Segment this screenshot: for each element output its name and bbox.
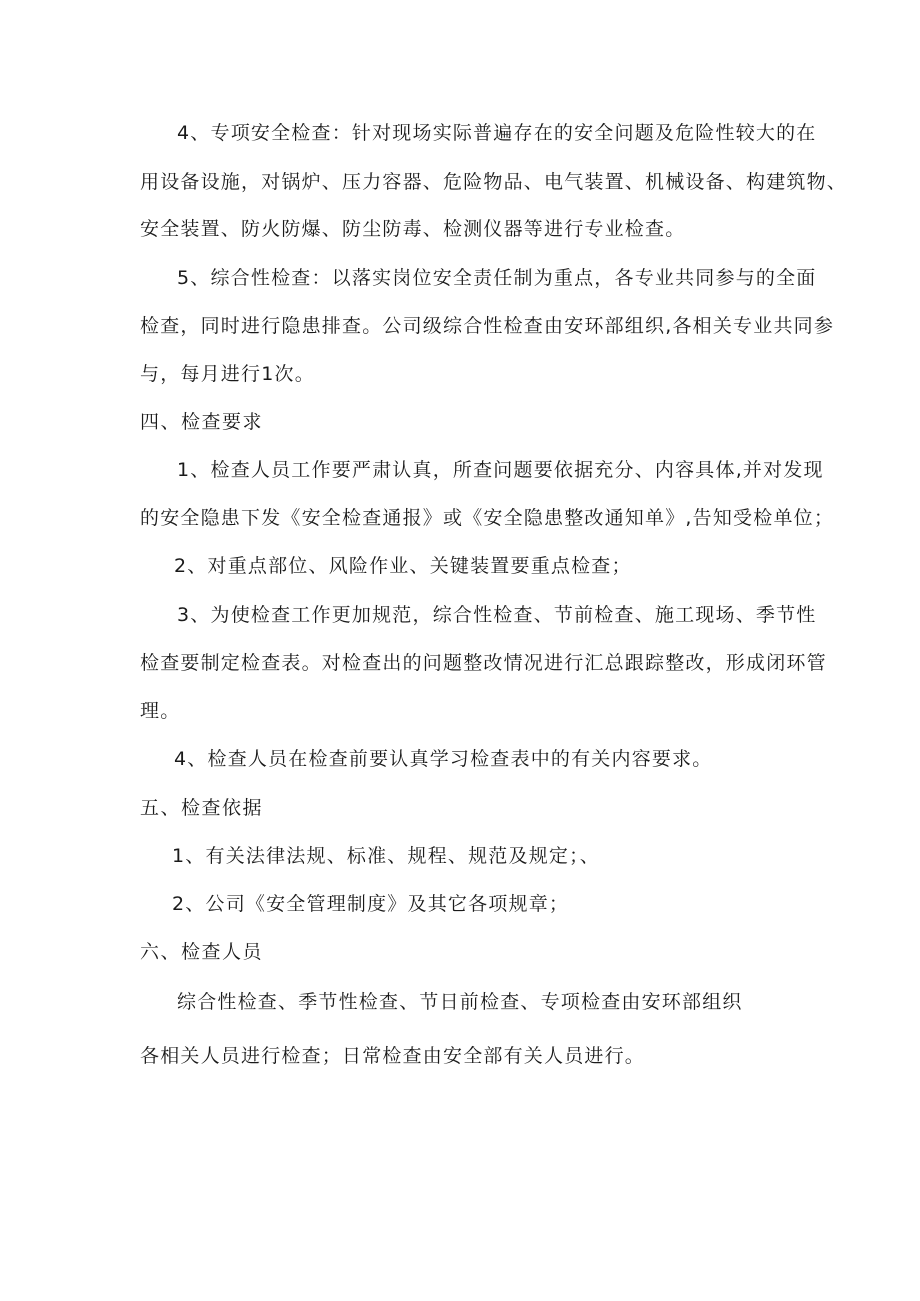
item-4-special-inspection-line-3: 安全装置、防火防爆、防尘防毒、检测仪器等进行专业检查。 (140, 218, 686, 240)
item-4-special-inspection-line-2: 用设备设施，对锅炉、压力容器、危险物品、电气装置、机械设备、构建筑物、 (140, 171, 848, 193)
section-4-heading: 四、检查要求 (140, 411, 264, 433)
requirement-3-line-2: 检查要制定检查表。对检查出的问题整改情况进行汇总跟踪整改，形成闭环管 (140, 652, 827, 674)
basis-1: 1、有关法律法规、标准、规程、规范及规定；、 (172, 845, 600, 867)
basis-2: 2、公司《安全管理制度》及其它各项规章； (172, 893, 570, 915)
requirement-1-line-2: 的安全隐患下发《安全检查通报》或《安全隐患整改通知单》,告知受检单位； (140, 507, 835, 529)
requirement-3-line-3: 理。 (140, 700, 181, 722)
item-4-special-inspection-line-1: 4、专项安全检查：针对现场实际普遍存在的安全问题及危险性较大的在 (177, 122, 817, 144)
requirement-2: 2、对重点部位、风险作业、关键装置要重点检查； (174, 555, 632, 577)
personnel-line-1: 综合性检查、季节性检查、节日前检查、专项检查由安环部组织 (177, 991, 743, 1013)
requirement-3-line-1: 3、为使检查工作更加规范，综合性检查、节前检查、施工现场、季节性 (177, 604, 817, 626)
item-5-comprehensive-inspection-line-1: 5、综合性检查：以落实岗位安全责任制为重点，各专业共同参与的全面 (177, 267, 817, 289)
personnel-line-2: 各相关人员进行检查；日常检查由安全部有关人员进行。 (140, 1045, 646, 1067)
requirement-4: 4、检查人员在检查前要认真学习检查表中的有关内容要求。 (174, 748, 713, 770)
section-5-heading: 五、检查依据 (140, 797, 264, 819)
item-5-comprehensive-inspection-line-2: 检查，同时进行隐患排查。公司级综合性检查由安环部组织,各相关专业共同参 (140, 315, 835, 337)
item-5-comprehensive-inspection-line-3: 与，每月进行1次。 (140, 363, 315, 385)
section-6-heading: 六、检查人员 (140, 941, 264, 963)
requirement-1-line-1: 1、检查人员工作要严肃认真，所查问题要依据充分、内容具体,并对发现 (177, 459, 824, 481)
